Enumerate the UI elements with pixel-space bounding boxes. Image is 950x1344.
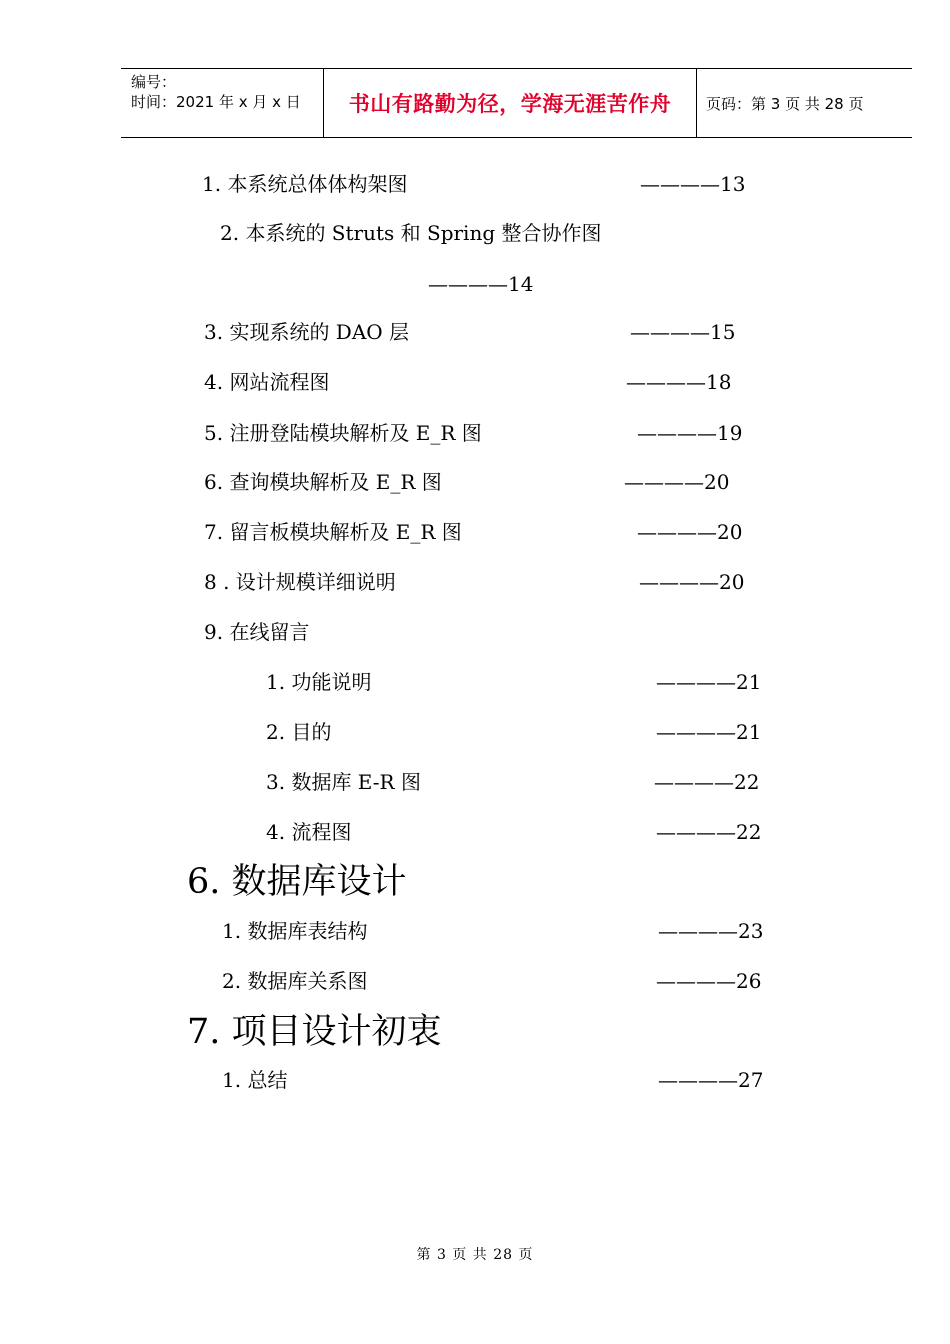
toc-page: ————20 bbox=[639, 570, 745, 594]
toc-label: 6. 查询模块解析及 E_R 图 bbox=[204, 470, 442, 494]
toc-label: 1. 本系统总体体构架图 bbox=[202, 172, 408, 196]
toc-label: 1. 功能说明 bbox=[266, 670, 372, 694]
toc-label: 2. 目的 bbox=[266, 720, 332, 744]
toc-page: ————15 bbox=[630, 320, 736, 344]
toc-page: ————19 bbox=[637, 421, 743, 445]
toc-label: 9. 在线留言 bbox=[204, 620, 310, 644]
toc-label: 8 . 设计规模详细说明 bbox=[204, 570, 396, 594]
header-meta-cell bbox=[121, 69, 323, 137]
toc-label: 3. 实现系统的 DAO 层 bbox=[204, 320, 410, 344]
page-footer: 第 3 页 共 28 页 bbox=[416, 1247, 534, 1263]
toc-page: ————26 bbox=[656, 969, 762, 993]
serial-label: 编号： bbox=[131, 73, 177, 91]
toc-label: 3. 数据库 E-R 图 bbox=[266, 770, 421, 794]
toc-page: ————22 bbox=[654, 770, 760, 794]
toc-page: ————13 bbox=[640, 172, 746, 196]
toc-label: 2. 本系统的 Struts 和 Spring 整合协作图 bbox=[220, 221, 602, 245]
toc-label: 5. 注册登陆模块解析及 E_R 图 bbox=[204, 421, 482, 445]
toc-label: 6. 数据库设计 bbox=[187, 862, 407, 902]
header-motto: 书山有路勤为径，学海无涯苦作舟 bbox=[323, 69, 697, 137]
toc-label: 2. 数据库关系图 bbox=[222, 969, 368, 993]
toc-label: 7. 项目设计初衷 bbox=[187, 1012, 442, 1052]
toc-page: ————20 bbox=[624, 470, 730, 494]
toc-label: 7. 留言板模块解析及 E_R 图 bbox=[204, 520, 462, 544]
toc-page: ————22 bbox=[656, 820, 762, 844]
toc-page: ————21 bbox=[656, 720, 762, 744]
toc-label: 4. 网站流程图 bbox=[204, 370, 330, 394]
toc-label: 1. 数据库表结构 bbox=[222, 919, 368, 943]
header-page-info: 页码：第 3 页 共 28 页 bbox=[706, 94, 864, 113]
toc-label: 4. 流程图 bbox=[266, 820, 352, 844]
toc-page: ————21 bbox=[656, 670, 762, 694]
toc-label: 1. 总结 bbox=[222, 1068, 288, 1092]
toc-page: ————27 bbox=[658, 1068, 764, 1092]
toc-page: ————14 bbox=[428, 272, 534, 296]
time-label: 时间：2021 年 x 月 x 日 bbox=[131, 93, 301, 111]
toc-page: ————23 bbox=[658, 919, 764, 943]
toc-page: ————20 bbox=[637, 520, 743, 544]
page-header-table bbox=[121, 68, 912, 138]
toc-page: ————18 bbox=[626, 370, 732, 394]
